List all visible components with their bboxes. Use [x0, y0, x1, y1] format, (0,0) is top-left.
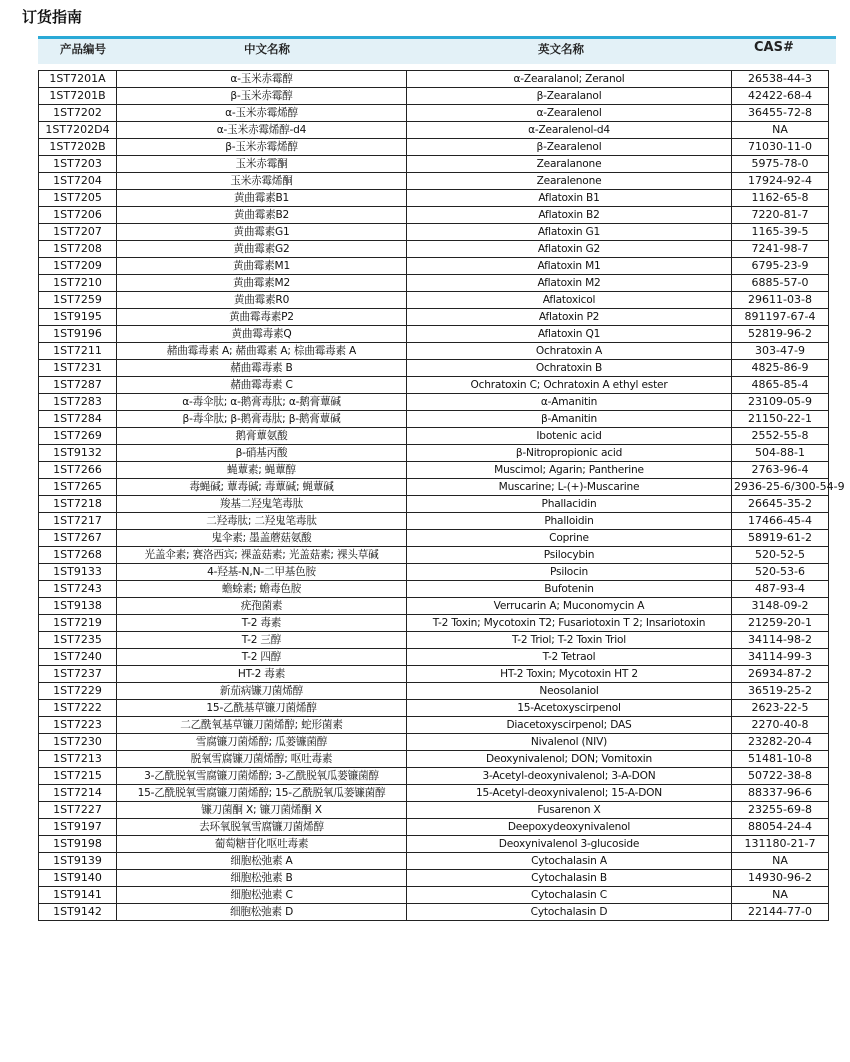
header-cas: CAS#	[754, 40, 794, 55]
table-row	[39, 309, 829, 326]
table-row	[39, 71, 829, 88]
table-row	[39, 513, 829, 530]
chinese-name-cell: 黄曲霉毒素P2	[117, 309, 407, 326]
chinese-name-cell: 鹅膏蕈氨酸	[117, 428, 407, 445]
chinese-name-cell: 镰刀菌酮 X; 镰刀菌烯酮 X	[117, 802, 407, 819]
table-row	[39, 496, 829, 513]
cas-cell: 2623-22-5	[732, 700, 829, 717]
table-row	[39, 326, 829, 343]
cas-cell: 42422-68-4	[732, 88, 829, 105]
chinese-name-cell: 细胞松弛素 D	[117, 904, 407, 921]
table-row	[39, 615, 829, 632]
product-table	[38, 70, 845, 921]
cas-cell: 1162-65-8	[732, 190, 829, 207]
table-row	[39, 768, 829, 785]
chinese-name-cell: β-硝基丙酸	[117, 445, 407, 462]
english-name-cell: Ochratoxin C; Ochratoxin A ethyl ester	[407, 377, 732, 394]
cas-cell: 4865-85-4	[732, 377, 829, 394]
english-name-cell: Zearalanone	[407, 156, 732, 173]
product-no-cell: 1ST7265	[39, 479, 117, 496]
table-row	[39, 853, 829, 870]
chinese-name-cell: 疣孢菌素	[117, 598, 407, 615]
english-name-cell: Bufotenin	[407, 581, 732, 598]
table-row	[39, 445, 829, 462]
product-no-cell: 1ST7202B	[39, 139, 117, 156]
product-no-cell: 1ST7202	[39, 105, 117, 122]
cas-cell: 34114-98-2	[732, 632, 829, 649]
table-row	[39, 207, 829, 224]
table-row	[39, 258, 829, 275]
cas-cell: 7241-98-7	[732, 241, 829, 258]
product-table-body	[39, 71, 845, 921]
chinese-name-cell: T-2 四醇	[117, 649, 407, 666]
product-no-cell: 1ST7204	[39, 173, 117, 190]
cas-cell: 26934-87-2	[732, 666, 829, 683]
table-row	[39, 564, 829, 581]
chinese-name-cell: 细胞松弛素 C	[117, 887, 407, 904]
chinese-name-cell: 赭曲霉毒素 B	[117, 360, 407, 377]
cas-cell: 131180-21-7	[732, 836, 829, 853]
english-name-cell: HT-2 Toxin; Mycotoxin HT 2	[407, 666, 732, 683]
table-row	[39, 88, 829, 105]
english-name-cell: β-Amanitin	[407, 411, 732, 428]
product-no-cell: 1ST7231	[39, 360, 117, 377]
product-no-cell: 1ST7215	[39, 768, 117, 785]
cas-cell: 520-53-6	[732, 564, 829, 581]
cas-cell: 2936-25-6/300-54-9	[732, 479, 829, 496]
header-product-no: 产品编号	[60, 42, 106, 56]
product-no-cell: 1ST7218	[39, 496, 117, 513]
product-no-cell: 1ST9196	[39, 326, 117, 343]
table-row	[39, 870, 829, 887]
cas-cell: 51481-10-8	[732, 751, 829, 768]
english-name-cell: Aflatoxin B2	[407, 207, 732, 224]
table-row	[39, 343, 829, 360]
product-no-cell: 1ST7211	[39, 343, 117, 360]
english-name-cell: α-Amanitin	[407, 394, 732, 411]
table-row	[39, 275, 829, 292]
english-name-cell: Nivalenol (NIV)	[407, 734, 732, 751]
english-name-cell: Aflatoxin P2	[407, 309, 732, 326]
cas-cell: 88054-24-4	[732, 819, 829, 836]
table-row	[39, 683, 829, 700]
english-name-cell: T-2 Tetraol	[407, 649, 732, 666]
cas-cell: 2270-40-8	[732, 717, 829, 734]
table-row	[39, 139, 829, 156]
product-no-cell: 1ST7230	[39, 734, 117, 751]
cas-cell: 21259-20-1	[732, 615, 829, 632]
chinese-name-cell: T-2 三醇	[117, 632, 407, 649]
table-row	[39, 887, 829, 904]
chinese-name-cell: 玉米赤霉酮	[117, 156, 407, 173]
product-no-cell: 1ST7283	[39, 394, 117, 411]
product-no-cell: 1ST9197	[39, 819, 117, 836]
table-row	[39, 785, 829, 802]
table-row	[39, 428, 829, 445]
english-name-cell: α-Zearalanol; Zeranol	[407, 71, 732, 88]
cas-cell: NA	[732, 887, 829, 904]
table-row	[39, 156, 829, 173]
english-name-cell: T-2 Toxin; Mycotoxin T2; Fusariotoxin T 2; Insariotoxin	[407, 615, 732, 632]
english-name-cell: Aflatoxin G2	[407, 241, 732, 258]
english-name-cell: Diacetoxyscirpenol; DAS	[407, 717, 732, 734]
english-name-cell: 3-Acetyl-deoxynivalenol; 3-A-DON	[407, 768, 732, 785]
chinese-name-cell: β-玉米赤霉烯醇	[117, 139, 407, 156]
cas-cell: NA	[732, 853, 829, 870]
cas-cell: 22144-77-0	[732, 904, 829, 921]
cas-cell: 1165-39-5	[732, 224, 829, 241]
cas-cell: 2552-55-8	[732, 428, 829, 445]
cas-cell: 14930-96-2	[732, 870, 829, 887]
product-no-cell: 1ST7227	[39, 802, 117, 819]
cas-cell: 303-47-9	[732, 343, 829, 360]
header-english-name: 英文名称	[538, 42, 584, 56]
product-no-cell: 1ST7268	[39, 547, 117, 564]
chinese-name-cell: 去环氧脱氧雪腐镰刀菌烯醇	[117, 819, 407, 836]
cas-cell: 17924-92-4	[732, 173, 829, 190]
table-row	[39, 581, 829, 598]
cas-cell: 36519-25-2	[732, 683, 829, 700]
table-row	[39, 836, 829, 853]
table-header	[38, 36, 836, 64]
chinese-name-cell: 黄曲霉素M2	[117, 275, 407, 292]
product-no-cell: 1ST7243	[39, 581, 117, 598]
chinese-name-cell: 3-乙酰脱氧雪腐镰刀菌烯醇; 3-乙酰脱氧瓜蒌镰菌醇	[117, 768, 407, 785]
chinese-name-cell: 4-羟基-N,N-二甲基色胺	[117, 564, 407, 581]
english-name-cell: Aflatoxin M2	[407, 275, 732, 292]
english-name-cell: Coprine	[407, 530, 732, 547]
english-name-cell: Verrucarin A; Muconomycin A	[407, 598, 732, 615]
table-row	[39, 241, 829, 258]
english-name-cell: Muscarine; L-(+)-Muscarine	[407, 479, 732, 496]
product-no-cell: 1ST7240	[39, 649, 117, 666]
cas-cell: 2763-96-4	[732, 462, 829, 479]
cas-cell: 23282-20-4	[732, 734, 829, 751]
chinese-name-cell: 黄曲霉素G1	[117, 224, 407, 241]
cas-cell: 520-52-5	[732, 547, 829, 564]
cas-cell: 29611-03-8	[732, 292, 829, 309]
product-no-cell: 1ST9195	[39, 309, 117, 326]
cas-cell: 26645-35-2	[732, 496, 829, 513]
english-name-cell: Cytochalasin C	[407, 887, 732, 904]
chinese-name-cell: 黄曲霉毒素Q	[117, 326, 407, 343]
product-no-cell: 1ST7207	[39, 224, 117, 241]
table-row	[39, 224, 829, 241]
chinese-name-cell: 黄曲霉素B2	[117, 207, 407, 224]
chinese-name-cell: 赭曲霉毒素 C	[117, 377, 407, 394]
table-row	[39, 105, 829, 122]
product-no-cell: 1ST9140	[39, 870, 117, 887]
chinese-name-cell: 二乙酰氧基草镰刀菌烯醇; 蛇形菌素	[117, 717, 407, 734]
product-no-cell: 1ST7222	[39, 700, 117, 717]
english-name-cell: α-Zearalenol-d4	[407, 122, 732, 139]
cas-cell: NA	[732, 122, 829, 139]
cas-cell: 23109-05-9	[732, 394, 829, 411]
english-name-cell: 15-Acetyl-deoxynivalenol; 15-A-DON	[407, 785, 732, 802]
product-no-cell: 1ST7206	[39, 207, 117, 224]
cas-cell: 36455-72-8	[732, 105, 829, 122]
cas-cell: 50722-38-8	[732, 768, 829, 785]
product-no-cell: 1ST9138	[39, 598, 117, 615]
chinese-name-cell: 15-乙酰脱氧雪腐镰刀菌烯醇; 15-乙酰脱氧瓜蒌镰菌醇	[117, 785, 407, 802]
chinese-name-cell: β-玉米赤霉醇	[117, 88, 407, 105]
table-row	[39, 462, 829, 479]
chinese-name-cell: 鬼伞素; 墨盖蘑菇氨酸	[117, 530, 407, 547]
english-name-cell: β-Zearalanol	[407, 88, 732, 105]
chinese-name-cell: α-玉米赤霉烯醇-d4	[117, 122, 407, 139]
cas-cell: 71030-11-0	[732, 139, 829, 156]
chinese-name-cell: 葡萄糖苷化呕吐毒素	[117, 836, 407, 853]
table-row	[39, 598, 829, 615]
product-no-cell: 1ST9139	[39, 853, 117, 870]
english-name-cell: T-2 Triol; T-2 Toxin Triol	[407, 632, 732, 649]
english-name-cell: Ibotenic acid	[407, 428, 732, 445]
table-row	[39, 530, 829, 547]
english-name-cell: β-Nitropropionic acid	[407, 445, 732, 462]
product-no-cell: 1ST7202D4	[39, 122, 117, 139]
product-no-cell: 1ST7287	[39, 377, 117, 394]
english-name-cell: 15-Acetoxyscirpenol	[407, 700, 732, 717]
product-no-cell: 1ST7208	[39, 241, 117, 258]
chinese-name-cell: 雪腐镰刀菌烯醇; 瓜蒌镰菌醇	[117, 734, 407, 751]
english-name-cell: Deoxynivalenol; DON; Vomitoxin	[407, 751, 732, 768]
product-no-cell: 1ST7201A	[39, 71, 117, 88]
product-no-cell: 1ST9132	[39, 445, 117, 462]
cas-cell: 6885-57-0	[732, 275, 829, 292]
table-row	[39, 292, 829, 309]
english-name-cell: Cytochalasin B	[407, 870, 732, 887]
chinese-name-cell: 黄曲霉素G2	[117, 241, 407, 258]
chinese-name-cell: 毒蝇碱; 蕈毒碱; 毒蕈碱; 蝇蕈碱	[117, 479, 407, 496]
chinese-name-cell: α-玉米赤霉醇	[117, 71, 407, 88]
table-row	[39, 700, 829, 717]
table-row	[39, 377, 829, 394]
cas-cell: 21150-22-1	[732, 411, 829, 428]
english-name-cell: β-Zearalenol	[407, 139, 732, 156]
english-name-cell: Aflatoxin Q1	[407, 326, 732, 343]
chinese-name-cell: 脱氧雪腐镰刀菌烯醇; 呕吐毒素	[117, 751, 407, 768]
table-row	[39, 666, 829, 683]
product-no-cell: 1ST7217	[39, 513, 117, 530]
table-row	[39, 479, 829, 496]
product-no-cell: 1ST9142	[39, 904, 117, 921]
product-no-cell: 1ST7219	[39, 615, 117, 632]
product-no-cell: 1ST7284	[39, 411, 117, 428]
product-no-cell: 1ST7235	[39, 632, 117, 649]
chinese-name-cell: 黄曲霉素M1	[117, 258, 407, 275]
table-row	[39, 904, 829, 921]
cas-cell: 23255-69-8	[732, 802, 829, 819]
english-name-cell: Cytochalasin A	[407, 853, 732, 870]
product-no-cell: 1ST7269	[39, 428, 117, 445]
english-name-cell: Aflatoxicol	[407, 292, 732, 309]
cas-cell: 26538-44-3	[732, 71, 829, 88]
product-no-cell: 1ST7203	[39, 156, 117, 173]
product-no-cell: 1ST7223	[39, 717, 117, 734]
table-row	[39, 190, 829, 207]
product-no-cell: 1ST7213	[39, 751, 117, 768]
english-name-cell: Aflatoxin M1	[407, 258, 732, 275]
chinese-name-cell: T-2 毒素	[117, 615, 407, 632]
cas-cell: 4825-86-9	[732, 360, 829, 377]
english-name-cell: Deepoxydeoxynivalenol	[407, 819, 732, 836]
product-no-cell: 1ST7210	[39, 275, 117, 292]
product-no-cell: 1ST9141	[39, 887, 117, 904]
cas-cell: 17466-45-4	[732, 513, 829, 530]
chinese-name-cell: β-毒伞肽; β-鹅膏毒肽; β-鹅膏蕈碱	[117, 411, 407, 428]
product-no-cell: 1ST9198	[39, 836, 117, 853]
chinese-name-cell: 蝇蕈素; 蝇蕈醇	[117, 462, 407, 479]
chinese-name-cell: 蟾蜍素; 蟾毒色胺	[117, 581, 407, 598]
table-row	[39, 649, 829, 666]
english-name-cell: Phallacidin	[407, 496, 732, 513]
cas-cell: 58919-61-2	[732, 530, 829, 547]
english-name-cell: Fusarenon X	[407, 802, 732, 819]
table-row	[39, 122, 829, 139]
table-row	[39, 819, 829, 836]
chinese-name-cell: 赭曲霉毒素 A; 赭曲霉素 A; 棕曲霉毒素 A	[117, 343, 407, 360]
cas-cell: 3148-09-2	[732, 598, 829, 615]
cas-cell: 34114-99-3	[732, 649, 829, 666]
chinese-name-cell: 黄曲霉素R0	[117, 292, 407, 309]
product-no-cell: 1ST7214	[39, 785, 117, 802]
cas-cell: 7220-81-7	[732, 207, 829, 224]
chinese-name-cell: 细胞松弛素 A	[117, 853, 407, 870]
english-name-cell: Phalloidin	[407, 513, 732, 530]
cas-cell: 88337-96-6	[732, 785, 829, 802]
product-no-cell: 1ST7209	[39, 258, 117, 275]
product-no-cell: 1ST7266	[39, 462, 117, 479]
table-row	[39, 411, 829, 428]
product-no-cell: 1ST7201B	[39, 88, 117, 105]
cas-cell: 5975-78-0	[732, 156, 829, 173]
table-row	[39, 734, 829, 751]
english-name-cell: Aflatoxin G1	[407, 224, 732, 241]
english-name-cell: Aflatoxin B1	[407, 190, 732, 207]
cas-cell: 6795-23-9	[732, 258, 829, 275]
chinese-name-cell: 羧基二羟鬼笔毒肽	[117, 496, 407, 513]
english-name-cell: Ochratoxin B	[407, 360, 732, 377]
english-name-cell: Psilocybin	[407, 547, 732, 564]
chinese-name-cell: 新茄病镰刀菌烯醇	[117, 683, 407, 700]
chinese-name-cell: HT-2 毒素	[117, 666, 407, 683]
chinese-name-cell: 15-乙酰基草镰刀菌烯醇	[117, 700, 407, 717]
chinese-name-cell: 细胞松弛素 B	[117, 870, 407, 887]
english-name-cell: Ochratoxin A	[407, 343, 732, 360]
chinese-name-cell: α-玉米赤霉烯醇	[117, 105, 407, 122]
cas-cell: 891197-67-4	[732, 309, 829, 326]
chinese-name-cell: α-毒伞肽; α-鹅膏毒肽; α-鹅膏蕈碱	[117, 394, 407, 411]
product-no-cell: 1ST7259	[39, 292, 117, 309]
product-no-cell: 1ST9133	[39, 564, 117, 581]
cas-cell: 504-88-1	[732, 445, 829, 462]
table-row	[39, 802, 829, 819]
page-title: 订货指南	[22, 8, 83, 26]
table-row	[39, 632, 829, 649]
product-no-cell: 1ST7205	[39, 190, 117, 207]
cas-cell: 487-93-4	[732, 581, 829, 598]
english-name-cell: Psilocin	[407, 564, 732, 581]
english-name-cell: Muscimol; Agarin; Pantherine	[407, 462, 732, 479]
table-row	[39, 173, 829, 190]
table-row	[39, 717, 829, 734]
chinese-name-cell: 玉米赤霉烯酮	[117, 173, 407, 190]
cas-cell: 52819-96-2	[732, 326, 829, 343]
product-no-cell: 1ST7267	[39, 530, 117, 547]
english-name-cell: Cytochalasin D	[407, 904, 732, 921]
product-no-cell: 1ST7229	[39, 683, 117, 700]
table-row	[39, 547, 829, 564]
english-name-cell: α-Zearalenol	[407, 105, 732, 122]
english-name-cell: Neosolaniol	[407, 683, 732, 700]
header-chinese-name: 中文名称	[244, 42, 290, 56]
product-no-cell: 1ST7237	[39, 666, 117, 683]
table-row	[39, 394, 829, 411]
chinese-name-cell: 黄曲霉素B1	[117, 190, 407, 207]
chinese-name-cell: 光盖伞素; 赛洛西宾; 裸盖菇素; 光盖菇素; 裸头草碱	[117, 547, 407, 564]
table-row	[39, 360, 829, 377]
english-name-cell: Zearalenone	[407, 173, 732, 190]
table-row	[39, 751, 829, 768]
chinese-name-cell: 二羟毒肽; 二羟鬼笔毒肽	[117, 513, 407, 530]
english-name-cell: Deoxynivalenol 3-glucoside	[407, 836, 732, 853]
